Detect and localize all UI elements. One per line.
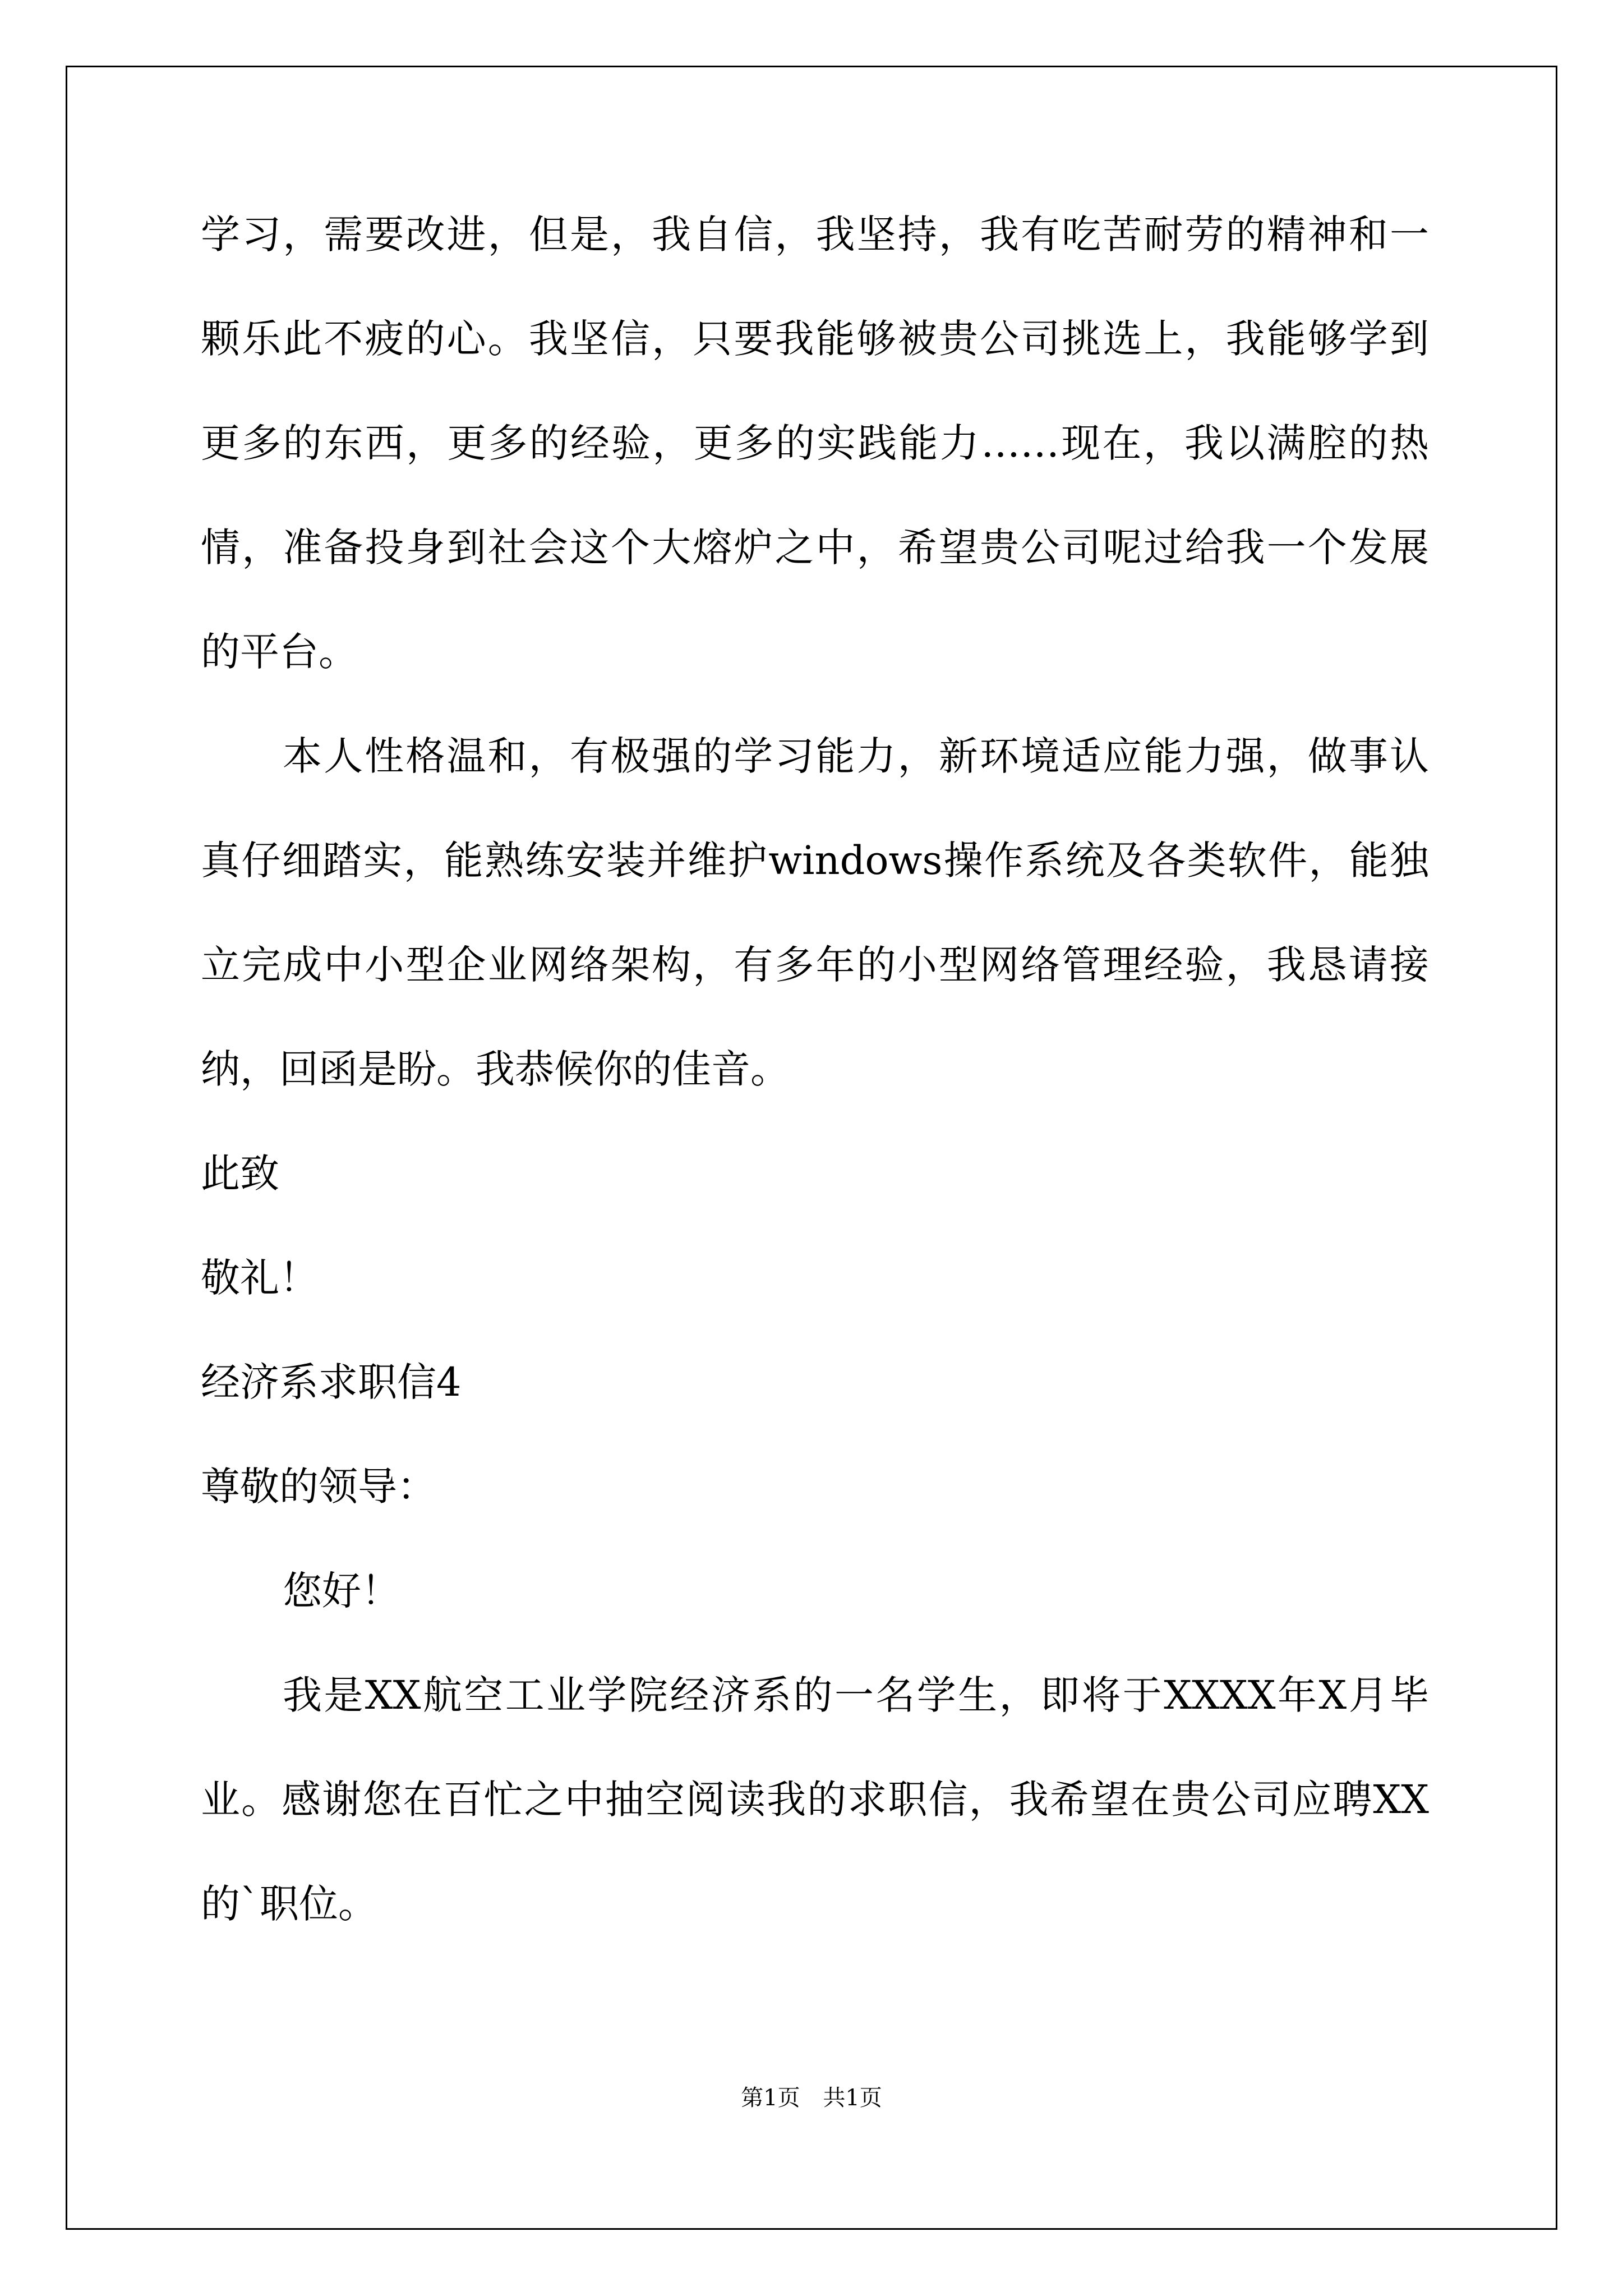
- text-line: 业。感谢您在百忙之中抽空阅读我的求职信，我希望在贵公司应聘XX: [201, 1777, 1429, 1823]
- closing-regards: 敬礼！: [201, 1255, 319, 1301]
- text-line: 学习，需要改进，但是，我自信，我坚持，我有吃苦耐劳的精神和一: [201, 211, 1429, 257]
- section-title: 经济系求职信4: [201, 1359, 462, 1405]
- text-line: 的平台。: [201, 629, 358, 675]
- text-line: 颗乐此不疲的心。我坚信，只要我能够被贵公司挑选上，我能够学到: [201, 316, 1429, 362]
- greeting: 尊敬的领导：: [201, 1464, 436, 1510]
- closing-salutation: 此致: [201, 1151, 279, 1197]
- page-number: 第1页: [741, 2085, 800, 2111]
- text-line: 本人性格温和，有极强的学习能力，新环境适应能力强，做事认: [283, 733, 1429, 779]
- page-footer: [0, 2084, 1623, 2112]
- text-line: 情，准备投身到社会这个大熔炉之中，希望贵公司呢过给我一个发展: [201, 524, 1429, 570]
- text-line: 我是XX航空工业学院经济系的一名学生，即将于XXXX年X月毕: [283, 1672, 1429, 1718]
- greeting-hello: 您好！: [283, 1568, 400, 1614]
- text-line: 立完成中小型企业网络架构，有多年的小型网络管理经验，我恳请接: [201, 942, 1429, 988]
- text-line: 纳，回函是盼。我恭候你的佳音。: [201, 1046, 790, 1092]
- text-line: 真仔细踏实，能熟练安装并维护windows操作系统及各类软件，能独: [201, 838, 1429, 884]
- page-total: 共1页: [823, 2085, 882, 2111]
- text-line: 的`职位。: [201, 1881, 377, 1927]
- text-line: 更多的东西，更多的经验，更多的实践能力……现在，我以满腔的热: [201, 420, 1429, 466]
